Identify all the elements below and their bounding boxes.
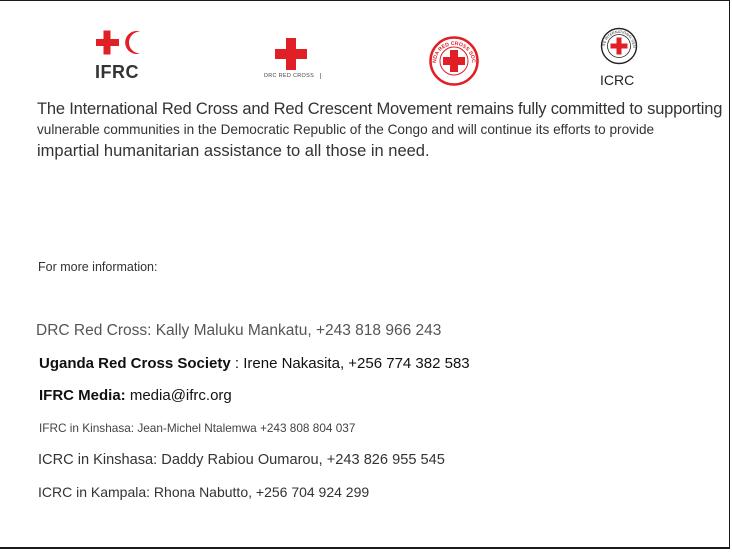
- ifrc-logo-text: IFRC: [95, 62, 139, 82]
- uganda-ring-text: NDA RED CROSS SOC: [431, 40, 477, 64]
- contact-ifrc-media: [39, 387, 232, 404]
- drc-logo-text: DRC RED CROSS: [264, 73, 315, 79]
- ifrc-logo: [94, 29, 146, 81]
- uganda-red-cross-logo: [428, 35, 480, 87]
- contact-drc-red-cross: DRC Red Cross: Kally Maluku Mankatu, +243 818 966 243: [36, 322, 442, 339]
- icrc-logo: [598, 27, 638, 91]
- contact-icrc-kampala: ICRC in Kampala: Rhona Nabutto, +256 704 924 299: [38, 484, 370, 500]
- contact-organization: Uganda Red Cross Society: [39, 355, 231, 372]
- contact-icrc-kinshasa: ICRC in Kinshasa: Daddy Rabiou Oumarou, +243 826 955 545: [38, 452, 445, 468]
- contact-email: media@ifrc.org: [125, 387, 232, 404]
- more-information-label: For more information:: [38, 260, 158, 274]
- uganda-red-cross-emblem-icon: [428, 35, 480, 87]
- icrc-emblem-icon: [600, 27, 638, 65]
- icrc-logo-text: ICRC: [600, 72, 635, 88]
- red-cross-red-crescent-emblem-icon: [96, 29, 144, 61]
- drc-red-cross-logo: [262, 35, 326, 83]
- statement-line-3: impartial humanitarian assistance to all those in need.: [37, 142, 430, 160]
- contact-uganda-red-cross: [39, 355, 470, 372]
- statement-line-1: The International Red Cross and Red Crescent Movement remains fully committed to supporting: [37, 100, 723, 118]
- statement-line-2: vulnerable communities in the Democratic Republic of the Congo and will continue its efforts to provide: [37, 122, 655, 137]
- red-cross-icon: [274, 37, 308, 71]
- contact-details: : Irene Nakasita, +256 774 382 583: [230, 355, 470, 372]
- icrc-ring-text: ITÉ INTERNATIONAL GEN: [602, 29, 637, 48]
- contact-organization: IFRC Media:: [39, 387, 126, 404]
- contact-ifrc-kinshasa: IFRC in Kinshasa: Jean-Michel Ntalemwa +243 808 804 037: [39, 421, 356, 435]
- divider: [320, 73, 321, 79]
